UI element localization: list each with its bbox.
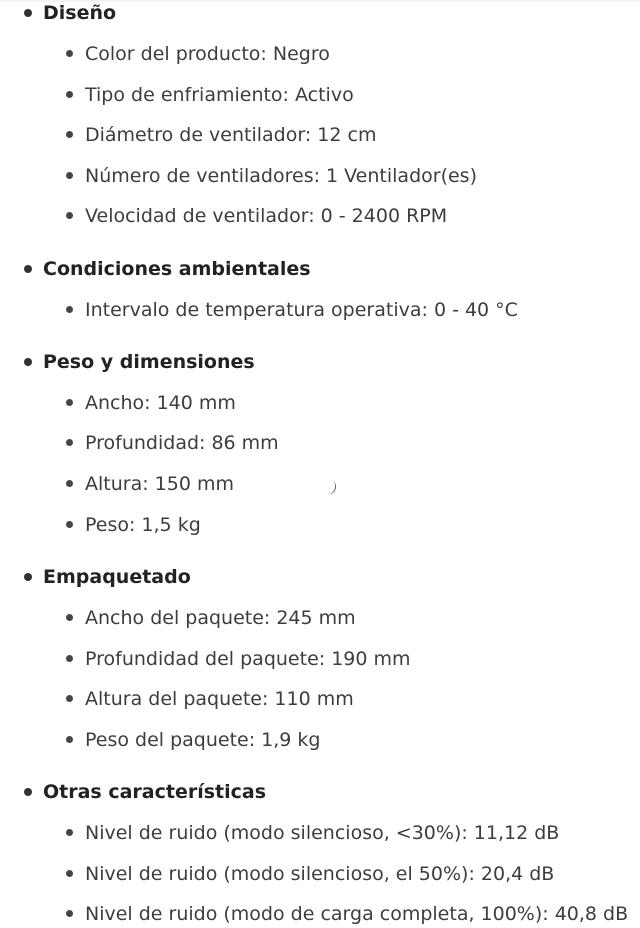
item-bullet — [66, 736, 73, 743]
spec-item: Diámetro de ventilador: 12 cm — [85, 124, 377, 146]
spec-item: Nivel de ruido (modo de carga completa, 100%): 40,8 dB — [85, 903, 629, 925]
section-title: Empaquetado — [43, 566, 191, 588]
item-bullet — [66, 829, 73, 836]
spec-item: Tipo de enfriamiento: Activo — [85, 84, 354, 106]
item-bullet — [66, 91, 73, 98]
item-bullet — [66, 521, 73, 528]
spec-item: Número de ventiladores: 1 Ventilador(es) — [85, 165, 477, 187]
item-bullet — [66, 131, 73, 138]
spec-item: Peso: 1,5 kg — [85, 514, 201, 536]
item-bullet — [66, 614, 73, 621]
section-bullet — [24, 573, 32, 581]
section-bullet — [24, 788, 32, 796]
section-bullet — [24, 9, 32, 17]
section-bullet — [24, 265, 32, 273]
spec-item: Intervalo de temperatura operativa: 0 - 40 °C — [85, 299, 518, 321]
section-title: Condiciones ambientales — [43, 258, 311, 280]
item-bullet — [66, 172, 73, 179]
item-bullet — [66, 480, 73, 487]
item-bullet — [66, 399, 73, 406]
spec-item: Color del producto: Negro — [85, 43, 330, 65]
spec-item: Altura: 150 mm — [85, 473, 234, 495]
spec-item: Profundidad: 86 mm — [85, 432, 279, 454]
spec-item: Velocidad de ventilador: 0 - 2400 RPM — [85, 205, 448, 227]
spec-item: Nivel de ruido (modo silencioso, <30%): 11,12 dB — [85, 822, 560, 844]
spec-item: Peso del paquete: 1,9 kg — [85, 729, 321, 751]
spec-item: Ancho: 140 mm — [85, 392, 236, 414]
item-bullet — [66, 870, 73, 877]
spec-item: Profundidad del paquete: 190 mm — [85, 648, 411, 670]
item-bullet — [66, 50, 73, 57]
item-bullet — [66, 439, 73, 446]
item-bullet — [66, 695, 73, 702]
spec-item: Altura del paquete: 110 mm — [85, 688, 354, 710]
section-title: Peso y dimensiones — [43, 351, 255, 373]
item-bullet — [66, 655, 73, 662]
section-bullet — [24, 358, 32, 366]
spec-item: Nivel de ruido (modo silencioso, el 50%): 20,4 dB — [85, 863, 555, 885]
spec-item: Ancho del paquete: 245 mm — [85, 607, 356, 629]
item-bullet — [66, 910, 73, 917]
item-bullet — [66, 306, 73, 313]
section-title: Diseño — [43, 2, 117, 24]
section-title: Otras características — [43, 781, 267, 803]
item-bullet — [66, 212, 73, 219]
